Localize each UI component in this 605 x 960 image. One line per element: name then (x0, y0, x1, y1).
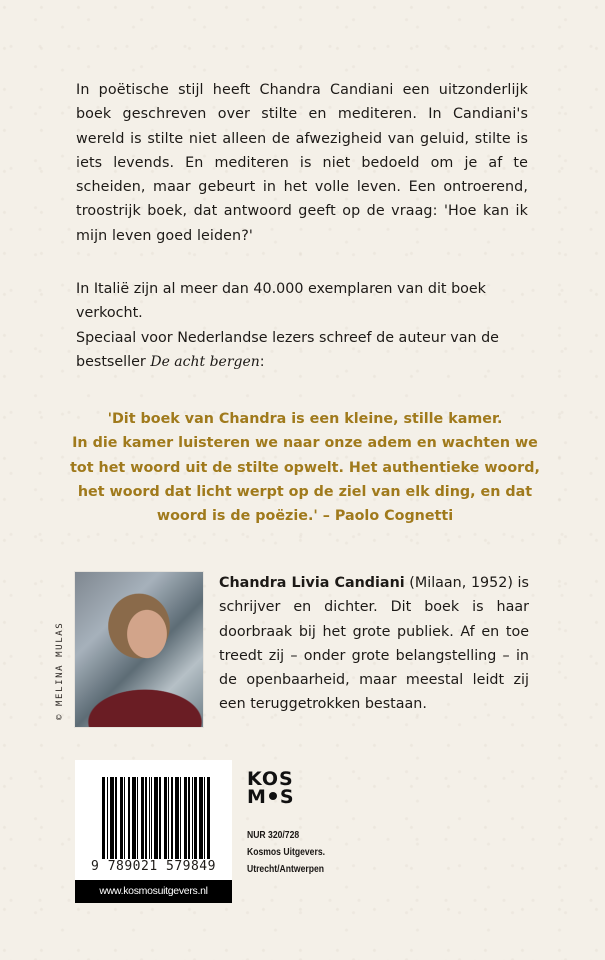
intro-suffix: : (259, 353, 265, 370)
nur-code: NUR 320/728 (247, 829, 300, 841)
sales-paragraph (76, 277, 528, 374)
intro-text (76, 326, 528, 375)
endorsement-quote (70, 407, 540, 528)
barcode (75, 760, 232, 903)
logo-row-1: KOS (247, 768, 294, 790)
quote-line: tot het woord uit de stilte opwelt. Het authentieke woord, (70, 459, 540, 476)
publisher-logo (247, 770, 307, 806)
isbn-text: 9 789021 579849 (91, 859, 216, 874)
publisher-imprint (247, 827, 325, 878)
quote-line: 'Dit boek van Chandra is een kleine, stille kamer. (107, 411, 503, 427)
author-bio (219, 571, 529, 717)
logo-letter-s: S (279, 786, 295, 808)
isbn-number (75, 859, 232, 874)
publisher-name: Kosmos Uitgevers. (247, 846, 326, 858)
logo-dot-icon (269, 792, 277, 800)
book-title-reference: De acht bergen (150, 353, 260, 370)
quote-line: het woord dat licht werpt op de ziel van elk ding, en dat (77, 483, 533, 500)
quote-line: woord is de poëzie.' – Paolo Cognetti (156, 508, 454, 525)
photo-credit: © MELINA MULAS (55, 621, 65, 720)
author-name: Chandra Livia Candiani (219, 575, 405, 591)
logo-letter-m: M (247, 786, 267, 808)
publisher-url: www.kosmosuitgevers.nl (75, 880, 232, 903)
description-paragraph: In poëtische stijl heeft Chandra Candiani een uitzonderlijk boek geschreven over stilte en mediteren. In Candiani's wereld is stilte niet alleen de afwezigheid van geluid, stilte is iets levends. En mediteren is niet bedoeld om je af te scheiden, maar gebeurt in het volle leven. Een ontroerend, troostrijk boek, dat antwoord geeft op de vraag: 'Hoe kan ik mijn leven goed leiden?' (76, 82, 528, 244)
logo-row-2 (247, 788, 307, 806)
sales-text: In Italië zijn al meer dan 40.000 exemplaren van dit boek verkocht. (76, 281, 486, 322)
intro-prefix: Speciaal voor Nederlandse lezers schreef de auteur van de bestseller (76, 329, 499, 370)
author-bio-text: (Milaan, 1952) is schrijver en dichter. Dit boek is haar doorbraak bij het grote publiek. Af en toe treedt zij – onder grote belangstelling – in de openbaarheid, maar meestal leidt zij een teruggetrokken bestaan. (219, 575, 529, 713)
quote-line: In die kamer luisteren we naar onze adem en wachten we (72, 435, 538, 452)
author-photo (75, 572, 203, 727)
publisher-location: Utrecht/Antwerpen (247, 863, 325, 875)
barcode-bars (102, 777, 210, 867)
